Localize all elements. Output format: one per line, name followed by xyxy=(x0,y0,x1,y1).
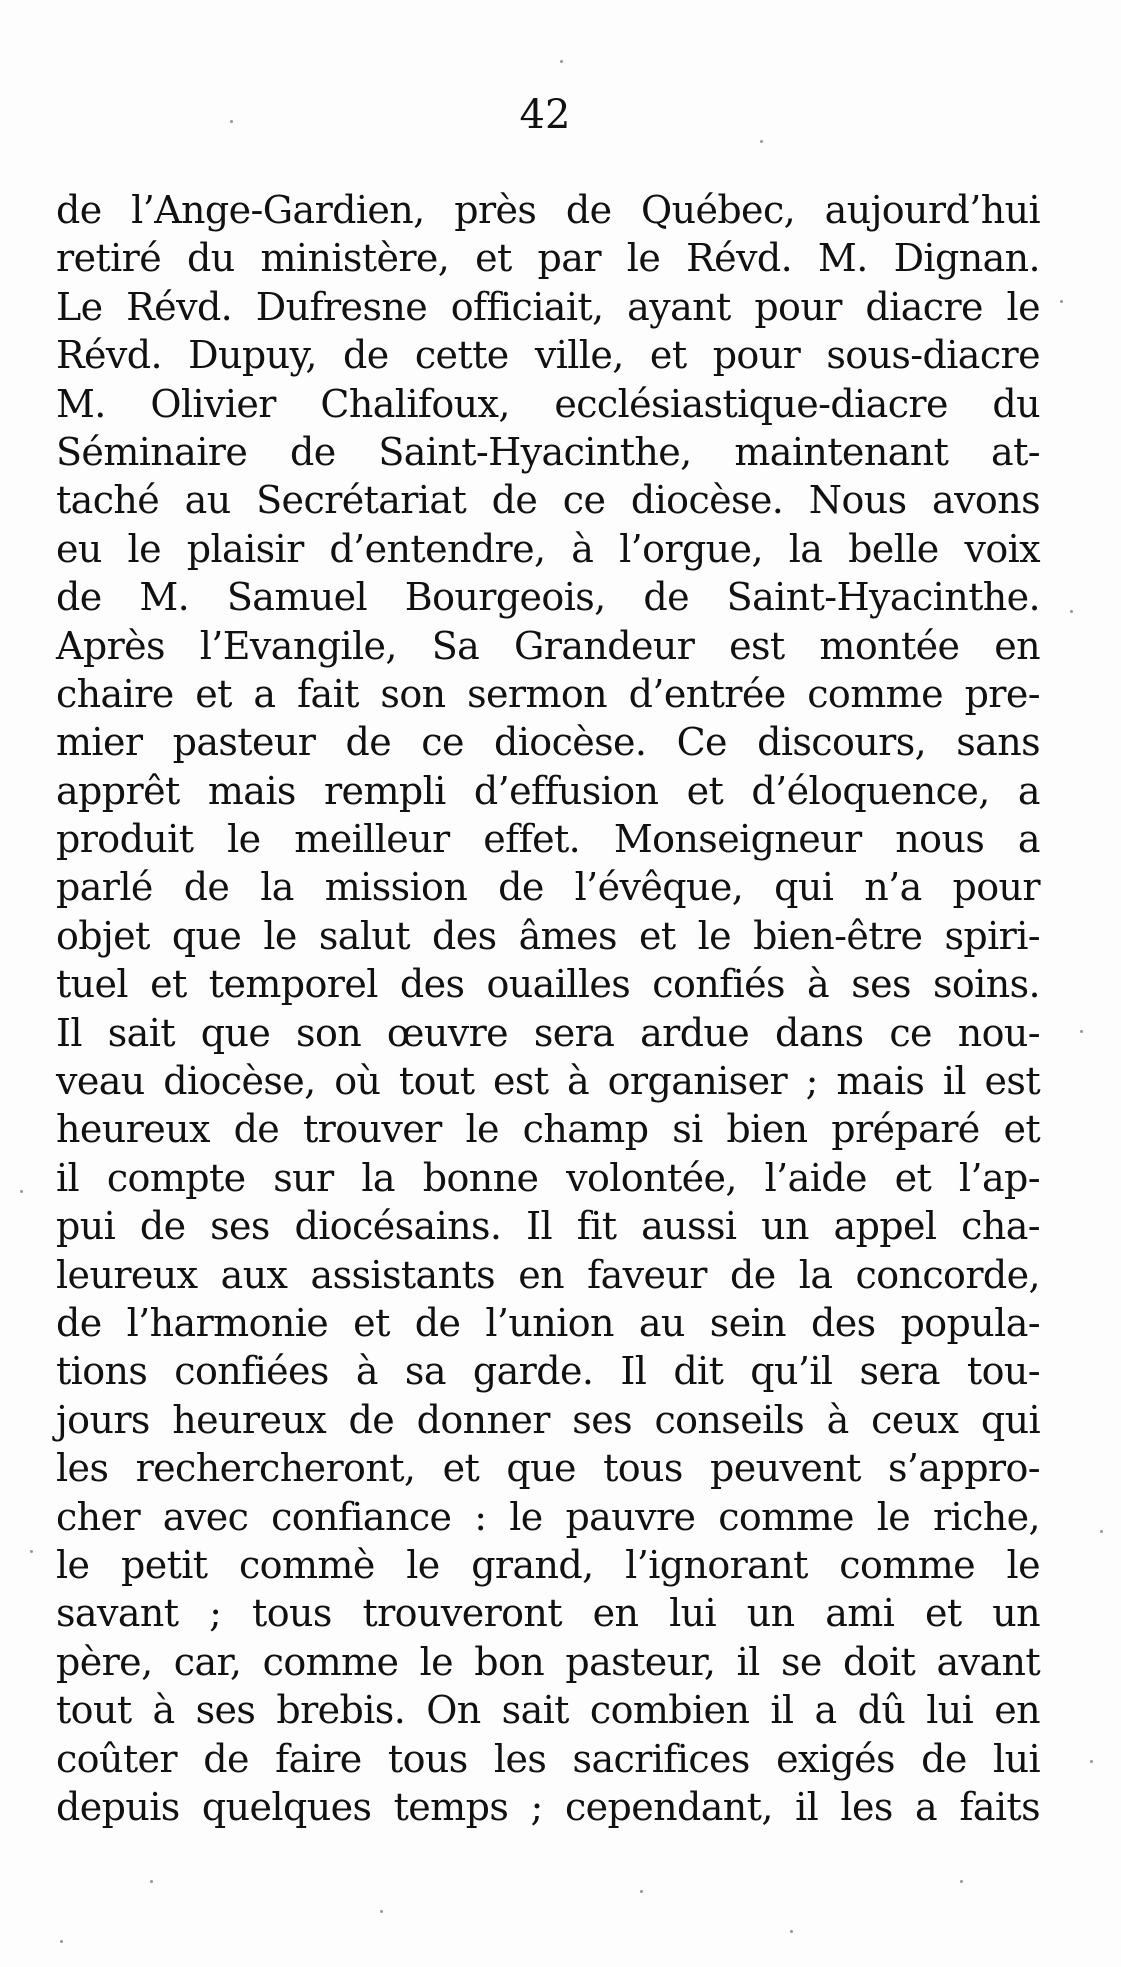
text-line: retiré du ministère, et par le Révd. M. Dignan. xyxy=(56,236,1040,281)
text-line: coûter de faire tous les sacrifices exigés de lui xyxy=(56,1736,1040,1781)
scan-speck xyxy=(20,1190,23,1193)
text-line: parlé de la mission de l’évêque, qui n’a pour xyxy=(56,865,1040,910)
text-line: père, car, comme le bon pasteur, il se doit avant xyxy=(56,1639,1040,1684)
text-line: Le Révd. Dufresne officiait, ayant pour diacre le xyxy=(56,284,1040,329)
text-line: savant ; tous trouveront en lui un ami et un xyxy=(56,1591,1040,1636)
text-line: tout à ses brebis. On sait combien il a dû lui en xyxy=(56,1688,1040,1733)
scan-speck xyxy=(960,1880,963,1883)
text-line: M. Olivier Chalifoux, ecclésiastique-diacre du xyxy=(56,381,1040,426)
page-number: 42 xyxy=(519,92,571,138)
scan-speck xyxy=(1060,300,1063,303)
scan-speck xyxy=(30,1550,33,1553)
scan-speck xyxy=(380,1910,383,1913)
text-line: de l’harmonie et de l’union au sein des popula- xyxy=(56,1300,1040,1345)
scan-speck xyxy=(1100,1530,1103,1533)
text-line: de l’Ange-Gardien, près de Québec, aujourd’hui xyxy=(56,188,1040,232)
text-line: tuel et temporel des ouailles confiés à ses soins. xyxy=(56,962,1040,1007)
text-line: leureux aux assistants en faveur de la concorde, xyxy=(56,1252,1040,1297)
text-line: mier pasteur de ce diocèse. Ce discours, sans xyxy=(56,720,1040,765)
scan-speck xyxy=(1090,1760,1093,1763)
text-line: depuis quelques temps ; cependant, il les a faits xyxy=(56,1784,1040,1829)
scan-speck xyxy=(1080,1030,1083,1033)
scan-speck xyxy=(1070,610,1073,613)
body-text xyxy=(56,186,1040,1831)
text-line: Après l’Evangile, Sa Grandeur est montée en xyxy=(56,623,1040,668)
text-line: Il sait que son œuvre sera ardue dans ce nou- xyxy=(56,1010,1040,1055)
scan-speck xyxy=(640,1890,643,1893)
text-line: produit le meilleur effet. Monseigneur nous a xyxy=(56,817,1040,862)
text-line: tions confiées à sa garde. Il dit qu’il sera tou- xyxy=(56,1349,1040,1394)
text-line: le petit commè le grand, l’ignorant comme le xyxy=(56,1542,1040,1587)
text-line: de M. Samuel Bourgeois, de Saint-Hyacinthe. xyxy=(56,575,1040,620)
text-line: les rechercheront, et que tous peuvent s’appro- xyxy=(56,1446,1040,1491)
text-line: cher avec confiance : le pauvre comme le riche, xyxy=(56,1494,1040,1539)
scan-speck xyxy=(560,60,563,63)
text-line: heureux de trouver le champ si bien préparé et xyxy=(56,1107,1040,1152)
scan-speck xyxy=(790,1930,793,1933)
text-line: taché au Secrétariat de ce diocèse. Nous avons xyxy=(56,478,1040,523)
text-line: veau diocèse, où tout est à organiser ; mais il est xyxy=(56,1059,1040,1104)
scan-speck xyxy=(760,140,763,143)
text-line: Révd. Dupuy, de cette ville, et pour sous-diacre xyxy=(56,333,1040,378)
text-line: Séminaire de Saint-Hyacinthe, maintenant at- xyxy=(56,429,1040,474)
scan-speck xyxy=(230,120,233,123)
text-line: objet que le salut des âmes et le bien-être spiri- xyxy=(56,913,1040,958)
text-line: eu le plaisir d’entendre, à l’orgue, la belle voix xyxy=(56,526,1040,571)
text-line: jours heureux de donner ses conseils à ceux qui xyxy=(56,1397,1040,1442)
scan-speck xyxy=(60,1940,63,1943)
text-line: il compte sur la bonne volontée, l’aide et l’ap- xyxy=(56,1155,1040,1200)
scan-speck xyxy=(150,1880,153,1883)
text-line: apprêt mais rempli d’effusion et d’éloquence, a xyxy=(56,768,1040,813)
text-line: pui de ses diocésains. Il fit aussi un appel cha- xyxy=(56,1204,1040,1249)
text-line: chaire et a fait son sermon d’entrée comme pre- xyxy=(56,671,1040,716)
